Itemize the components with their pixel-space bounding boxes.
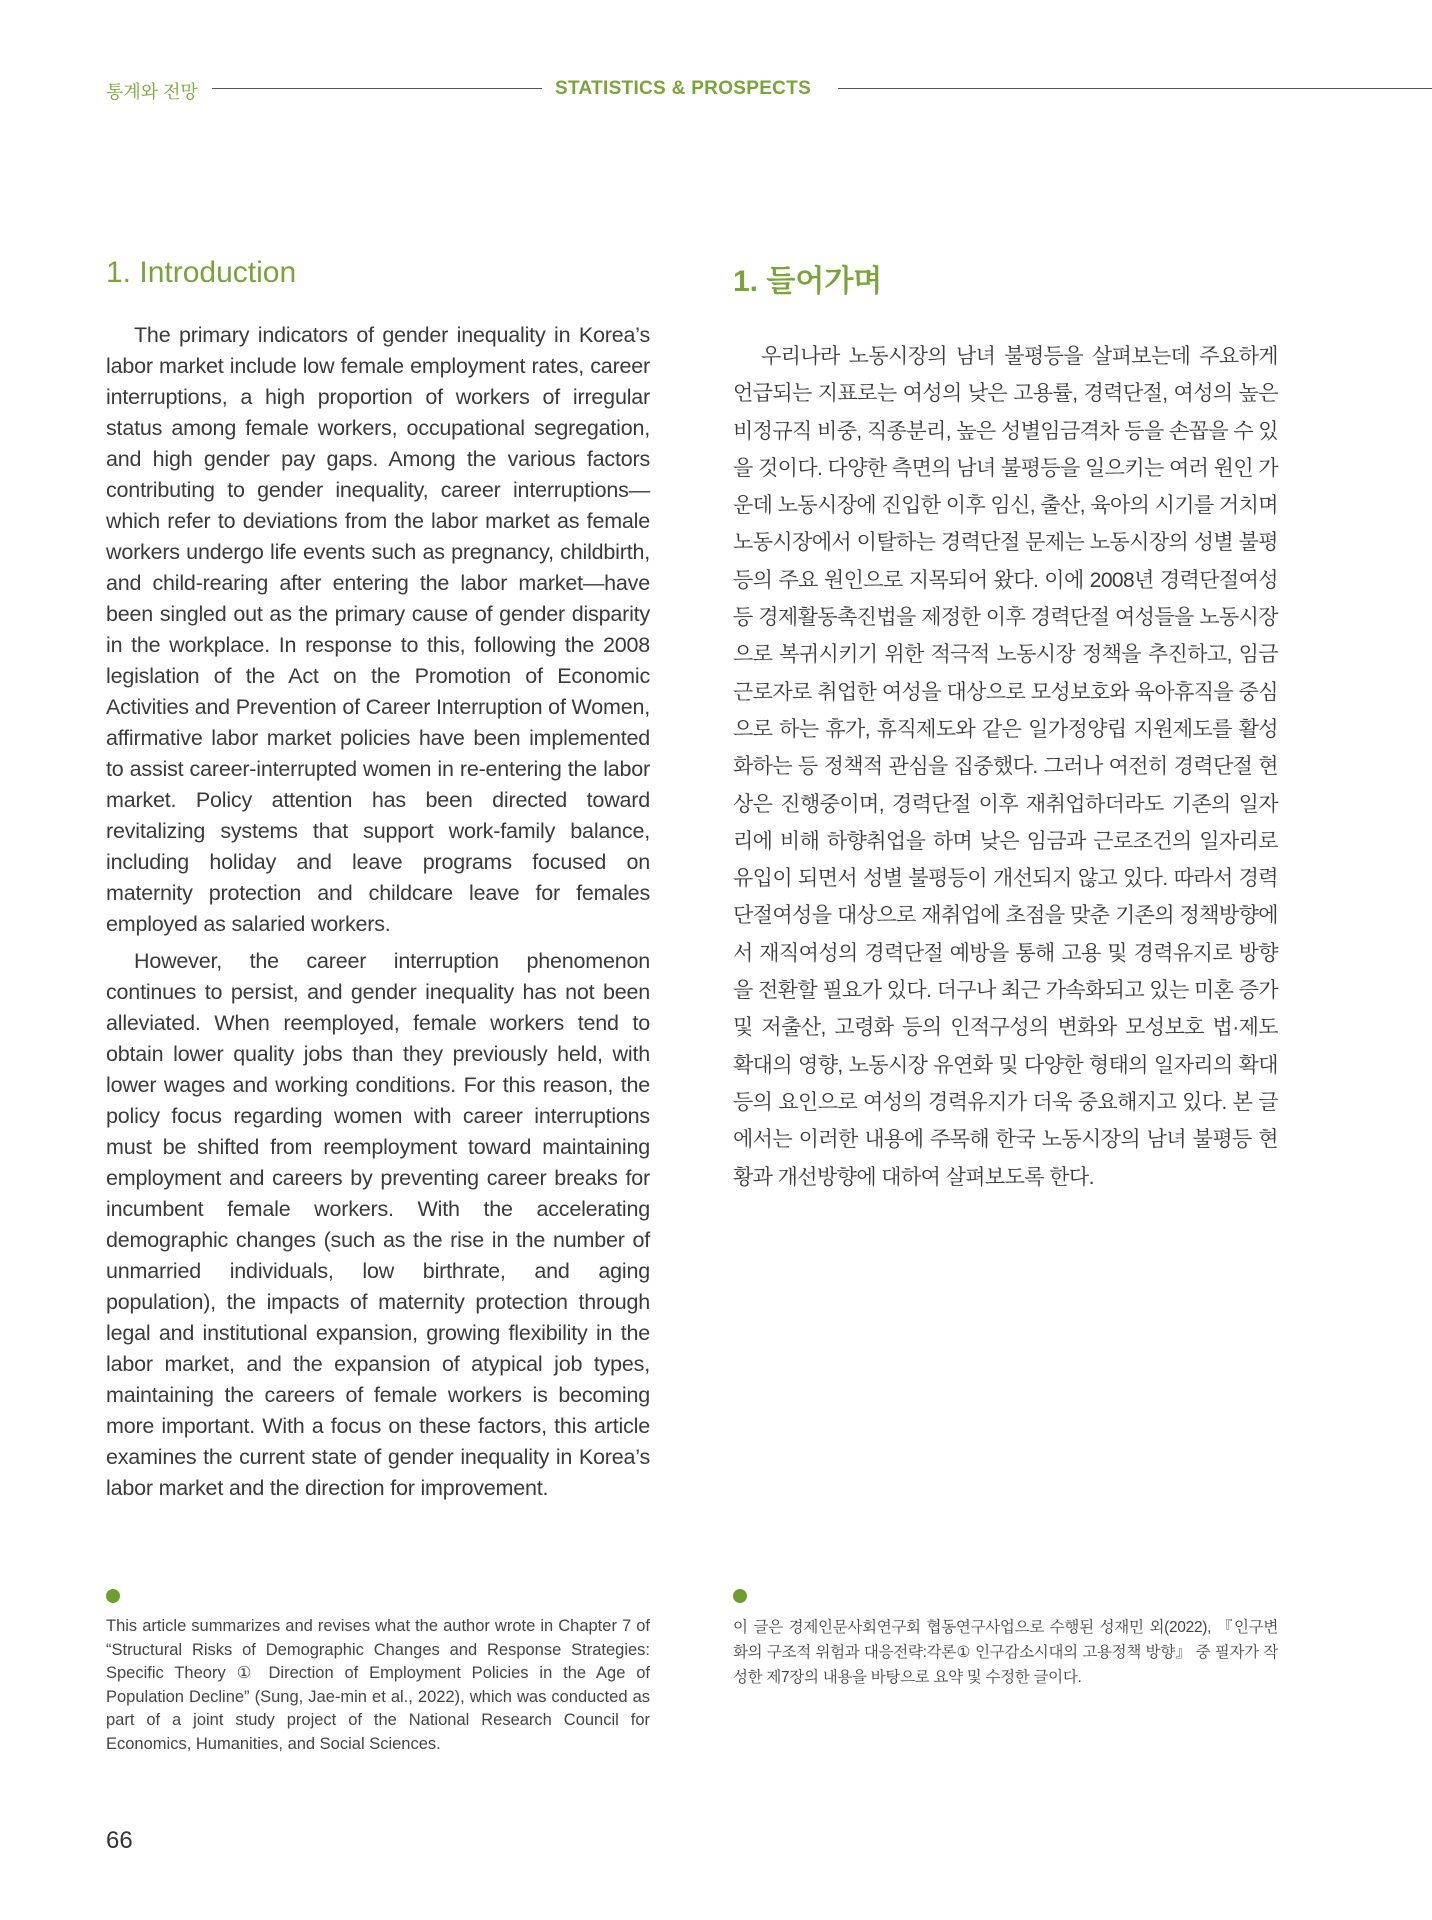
footnote-bullet-icon (733, 1589, 747, 1603)
english-body (106, 320, 650, 1510)
korean-paragraph-1: 우리나라 노동시장의 남녀 불평등을 살펴보는데 주요하게 언급되는 지표로는 여성의 낮은 고용률, 경력단절, 여성의 높은 비정규직 비중, 직종분리, 높은 성별임금격차 등을 손꼽을 수 있을 것이다. 다양한 측면의 남녀 불평등을 일으키는 여러 원인 가운데 노동시장에 진입한 이후 임신, 출산, 육아의 시기를 거치며 노동시장에서 이탈하는 경력단절 문제는 노동시장의 성별 불평등의 주요 원인으로 지목되어 왔다. 이에 2008년 경력단절여성 등 경제활동촉진법을 제정한 이후 경력단절 여성들을 노동시장으로 복귀시키기 위한 적극적 노동시장 정책을 추진하고, 임금근로자로 취업한 여성을 대상으로 모성보호와 육아휴직을 중심으로 하는 휴가, 휴직제도와 같은 일가정양립 지원제도를 활성화하는 등 정책적 관심을 집중했다. 그러나 여전히 경력단절 현상은 진행중이며, 경력단절 이후 재취업하더라도 기존의 일자리에 비해 하향취업을 하며 낮은 임금과 근로조건의 일자리로 유입이 되면서 성별 불평등이 개선되지 않고 있다. 따라서 경력단절여성을 대상으로 재취업에 초점을 맞춘 기존의 정책방향에서 재직여성의 경력단절 예방을 통해 고용 및 경력유지로 방향을 전환할 필요가 있다. 더구나 최근 가속화되고 있는 미혼 증가 및 저출산, 고령화 등의 인적구성의 변화와 모성보호 법·제도 확대의 영향, 노동시장 유연화 및 다양한 형태의 일자리의 확대 등의 요인으로 여성의 경력유지가 더욱 중요해지고 있다. 본 글에서는 이러한 내용에 주목해 한국 노동시장의 남녀 불평등 현황과 개선방향에 대하여 살펴보도록 한다. (733, 345, 1278, 1189)
header-rule-left (212, 88, 542, 89)
header-english-label: STATISTICS & PROSPECTS (555, 78, 812, 99)
footnote-bullet-icon (106, 1589, 120, 1603)
page-number: 66 (106, 1827, 133, 1854)
english-paragraph-2: However, the career interruption phenomenon continues to persist, and gender inequality has not been alleviated. When reemployed, female workers tend to obtain lower quality jobs than they previously held, with lower wages and working conditions. For this reason, the policy focus regarding women with career interruptions must be shifted from reemployment toward maintaining employment and careers by preventing career breaks for incumbent female workers. With the accelerating demographic changes (such as the rise in the number of unmarried individuals, low birthrate, and aging population), the impacts of maternity protection through legal and institutional expansion, growing flexibility in the labor market, and the expansion of atypical job types, maintaining the careers of female workers is becoming more important. With a focus on these factors, this article examines the current state of gender inequality in Korea’s labor market and the direction for improvement. (106, 949, 650, 1500)
header-korean-label: 통계와 전망 (106, 82, 198, 102)
english-section-heading: 1. Introduction (106, 256, 297, 289)
header-rule-right (838, 88, 1432, 89)
english-footnote: This article summarizes and revises what the author wrote in Chapter 7 of “Structural Risks of Demographic Changes and Response Strategies: Specific Theory ① Direction of Employment Policies in the Age of Population Decline” (Sung, Jae-min et al., 2022), which was conducted as part of a joint study project of the National Research Council for Economics, Humanities, and Social Sciences. (106, 1617, 650, 1753)
running-header (0, 72, 1432, 104)
korean-body (733, 338, 1278, 1196)
english-paragraph-1: The primary indicators of gender inequality in Korea’s labor market include low female employment rates, career interruptions, a high proportion of workers of irregular status among female workers, occupational segregation, and high gender pay gaps. Among the various factors contributing to gender inequality, career interruptions—which refer to deviations from the labor market as female workers undergo life events such as pregnancy, childbirth, and child-rearing after entering the labor market—have been singled out as the primary cause of gender disparity in the workplace. In response to this, following the 2008 legislation of the Act on the Promotion of Economic Activities and Prevention of Career Interruption of Women, affirmative labor market policies have been implemented to assist career-interrupted women in re-entering the labor market. Policy attention has been directed toward revitalizing systems that support work-family balance, including holiday and leave programs focused on maternity protection and childcare leave for females employed as salaried workers. (106, 323, 650, 936)
korean-footnote: 이 글은 경제인문사회연구회 협동연구사업으로 수행된 성재민 외(2022), 『인구변화의 구조적 위험과 대응전략:각론① 인구감소시대의 고용정책 방향』 중 필자가 작성한 제7장의 내용을 바탕으로 요약 및 수정한 글이다. (733, 1619, 1278, 1686)
korean-section-heading: 1. 들어가며 (733, 265, 883, 298)
